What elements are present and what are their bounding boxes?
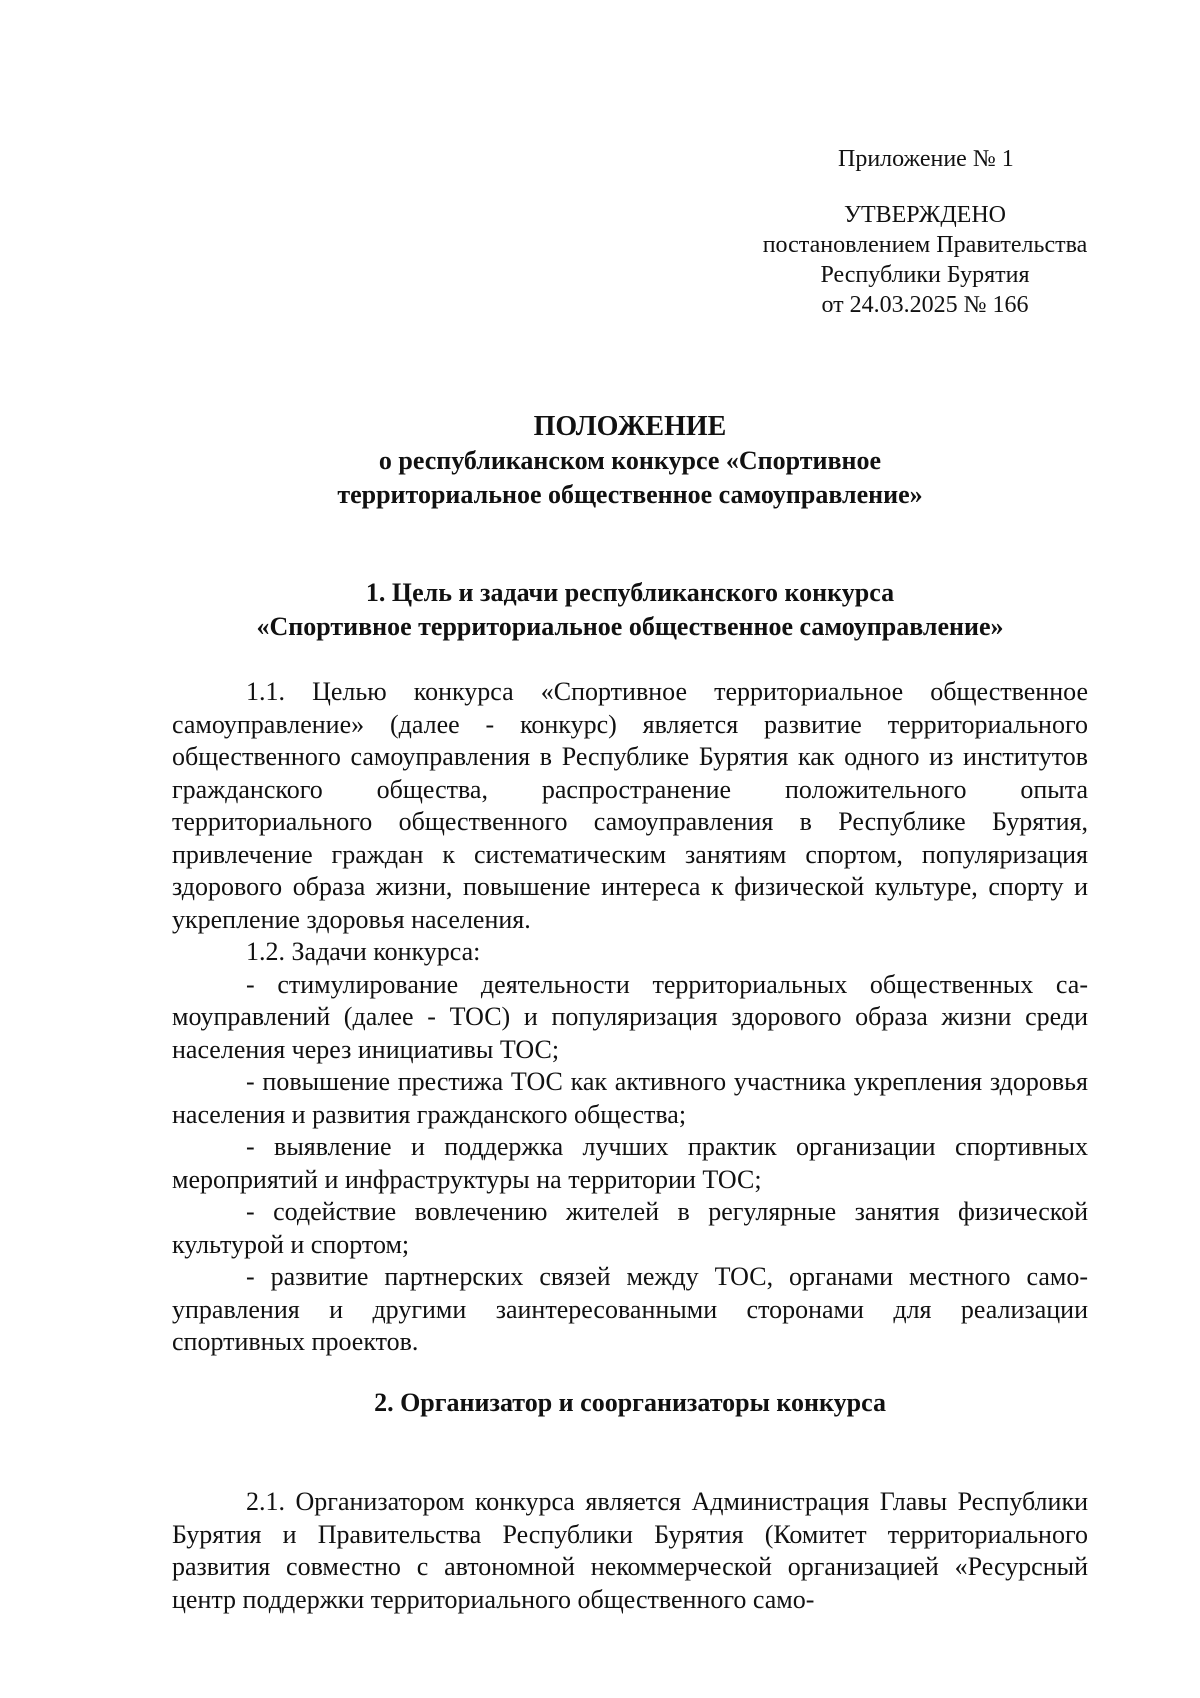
approval-date-number: от 24.03.2025 № 166 — [821, 292, 1029, 318]
title-subtitle-line: о республиканском конкурсе «Спортивное — [378, 446, 882, 475]
task-item: - содействие вовлечению жителей в регулярные занятия физической культурой и спортом; — [172, 1197, 1088, 1259]
section-1-body — [172, 676, 1088, 1359]
approval-line: УТВЕРЖДЕНО — [843, 202, 1007, 228]
section-heading-line: «Спортивное территориальное общественное самоуправление» — [256, 612, 1004, 641]
section-2-body — [172, 1486, 1088, 1616]
paragraph-2-1: 2.1. Организатором конкурса является Администрация Главы Республики Бурятия и Правительства Республики Бурятия (Комитет территориального развития совместно с автономной некоммерческой организацией «Ресурсный центр поддержки территориального общественного само- — [172, 1487, 1088, 1614]
task-item: - стимулирование деятельности территориальных общественных самоуправлений (далее - ТОС) и популяризация здорового образа жизни среди населения через инициативы ТОС; — [172, 969, 1088, 1064]
approval-line: Республики Бурятия — [820, 262, 1030, 288]
title-subtitle-line: территориальное общественное самоуправление» — [337, 480, 923, 509]
paragraph-1-1: 1.1. Целью конкурса «Спортивное территориальное общественное самоуправление» (далее - конкурс) является развитие территориального общественного самоуправления в Республике Бурятия как одного из институтов гражданского общества, распространение положительного опыта территориального общественного самоуправления в Республике Бурятия, привлечение граждан к систематическим занятиям спортом, популяризация здорового образа жизни, повышение интереса к физической культуре, спорту и укрепление здоровья населения. — [172, 677, 1088, 934]
task-item: - повышение престижа ТОС как активного участника укрепления здоровья населения и развития гражданского общества; — [172, 1067, 1088, 1129]
title-main: ПОЛОЖЕНИЕ — [533, 411, 727, 442]
section-1-heading — [172, 576, 1088, 644]
task-item: - выявление и поддержка лучших практик организации спортивных мероприятий и инфраструктуры на территории ТОС; — [172, 1132, 1088, 1194]
document-title — [172, 410, 1088, 512]
task-item: - развитие партнерских связей между ТОС, органами местного самоуправления и другими заинтересованными сторонами для реализации спортивных проектов. — [172, 1262, 1088, 1356]
appendix-label: Приложение № 1 — [838, 146, 1014, 172]
section-heading-line: 1. Цель и задачи республиканского конкурса — [365, 578, 895, 607]
approval-block — [760, 200, 1090, 320]
section-heading-line: 2. Организатор и соорганизаторы конкурса — [374, 1388, 886, 1417]
paragraph-1-2: 1.2. Задачи конкурса: — [246, 937, 481, 966]
section-2-heading — [172, 1386, 1088, 1420]
approval-line: постановлением Правительства — [762, 232, 1088, 258]
